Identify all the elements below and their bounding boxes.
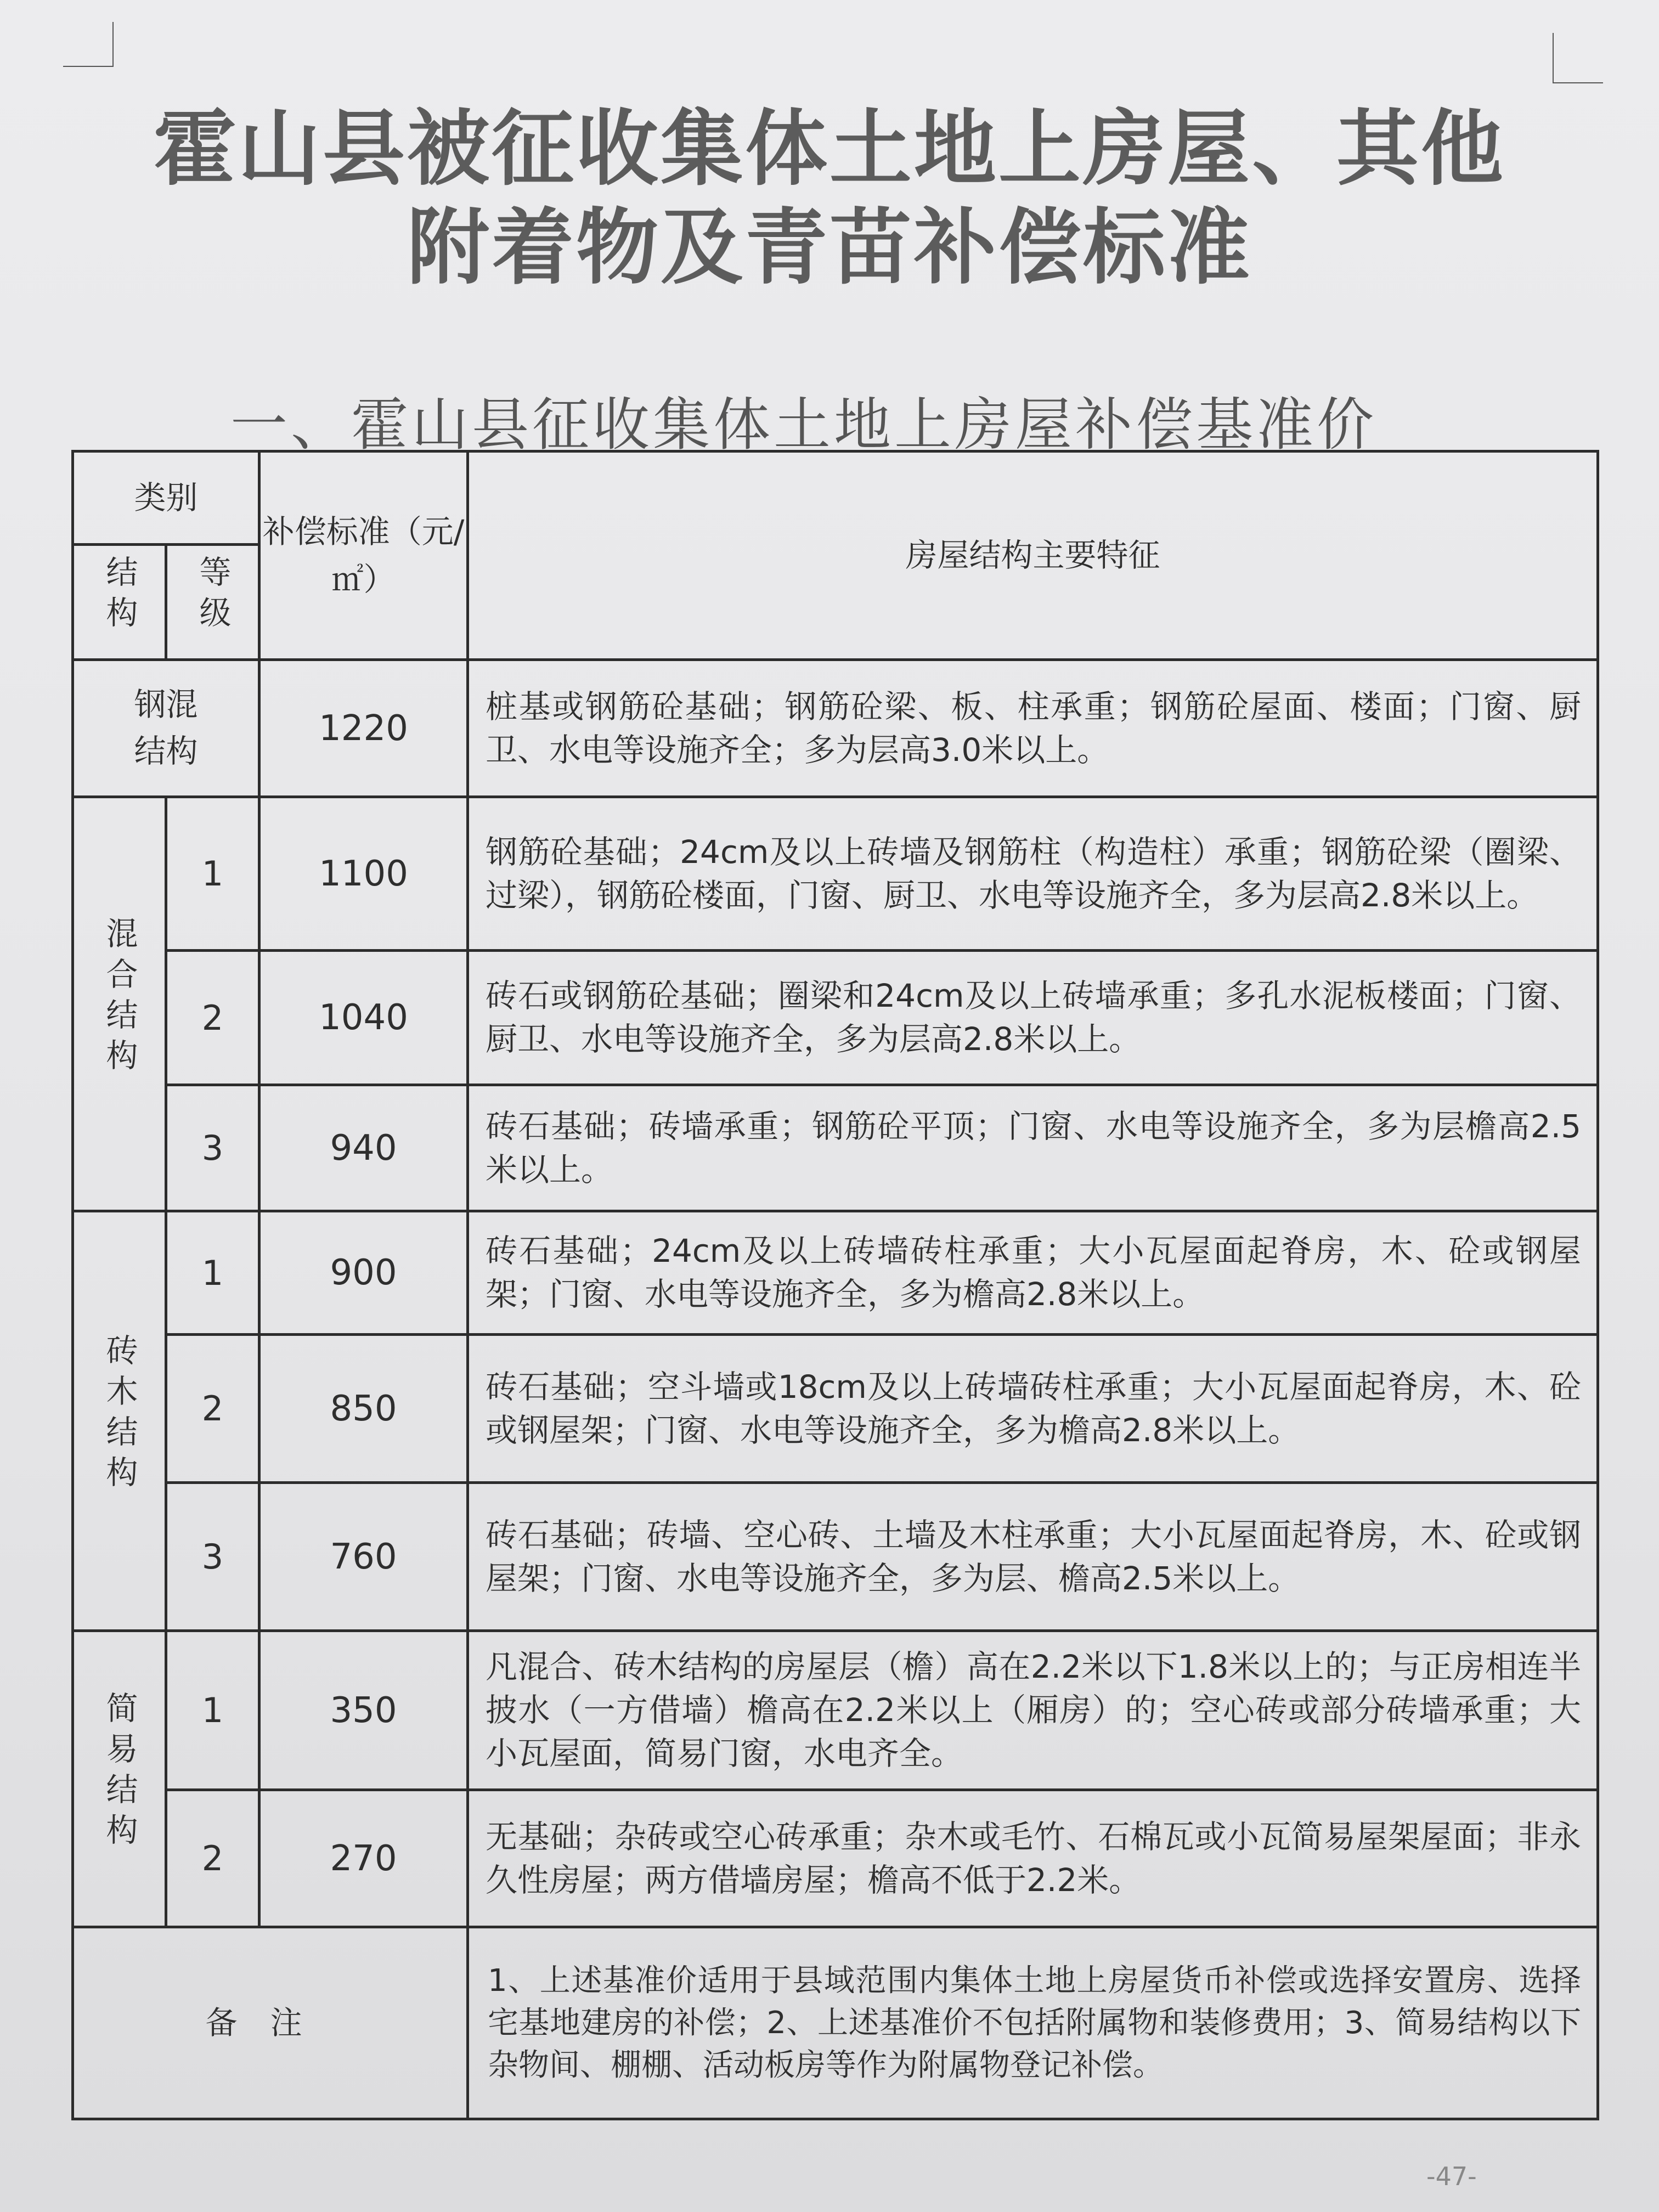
table-row <box>73 1631 1598 1790</box>
steel-concrete-label: 钢混结构 <box>73 660 259 797</box>
header-structure: 结构 <box>73 545 166 660</box>
grade-cell: 1 <box>166 1631 259 1790</box>
document-title-line-2: 附着物及青苗补偿标准 <box>407 199 1252 296</box>
page-number: -47- <box>1426 2162 1477 2191</box>
table-row <box>73 660 1598 797</box>
feature-cell: 钢筋砼基础；24cm及以上砖墙及钢筋柱（构造柱）承重；钢筋砼梁（圈梁、过梁），钢筋砼楼面，门窗、厨卫、水电等设施齐全，多为层高2.8米以上。 <box>468 797 1598 951</box>
grade-cell: 2 <box>166 1790 259 1927</box>
table-row <box>73 1085 1598 1211</box>
header-grade: 等级 <box>166 545 259 660</box>
grade-cell: 2 <box>166 951 259 1085</box>
feature-cell: 砖石基础；24cm及以上砖墙砖柱承重；大小瓦屋面起脊房，木、砼或钢屋架；门窗、水电等设施齐全，多为檐高2.8米以上。 <box>468 1211 1598 1335</box>
crop-mark-top-right <box>1553 33 1603 83</box>
compensation-table <box>71 450 1599 2120</box>
price-cell: 270 <box>259 1790 468 1927</box>
price-cell: 1100 <box>259 797 468 951</box>
brick-wood-structure-label: 砖木结构 <box>73 1211 166 1631</box>
price-cell: 760 <box>259 1483 468 1631</box>
feature-cell: 凡混合、砖木结构的房屋层（檐）高在2.2米以下1.8米以上的；与正房相连半披水（一方借墙）檐高在2.2米以上（厢房）的；空心砖或部分砖墙承重；大小瓦屋面，简易门窗，水电齐全。 <box>468 1631 1598 1790</box>
remarks-label: 备注 <box>73 1927 468 2119</box>
feature-cell: 桩基或钢筋砼基础；钢筋砼梁、板、柱承重；钢筋砼屋面、楼面；门窗、厨卫、水电等设施齐全；多为层高3.0米以上。 <box>468 660 1598 797</box>
grade-cell: 2 <box>166 1335 259 1483</box>
price-cell: 1220 <box>259 660 468 797</box>
header-price: 补偿标准（元/㎡） <box>259 452 468 660</box>
section-title: 一、霍山县征收集体土地上房屋补偿基准价 <box>230 391 1378 458</box>
remarks-text: 1、上述基准价适用于县域范围内集体土地上房屋货币补偿或选择安置房、选择宅基地建房的补偿；2、上述基准价不包括附属物和装修费用；3、简易结构以下杂物间、棚棚、活动板房等作为附属物登记补偿。 <box>468 1927 1598 2119</box>
remarks-row <box>73 1927 1598 2119</box>
table-row <box>73 1335 1598 1483</box>
grade-cell: 1 <box>166 797 259 951</box>
feature-cell: 砖石基础；砖墙、空心砖、土墙及木柱承重；大小瓦屋面起脊房，木、砼或钢屋架；门窗、水电等设施齐全，多为层、檐高2.5米以上。 <box>468 1483 1598 1631</box>
price-cell: 1040 <box>259 951 468 1085</box>
document-title-line-1: 霍山县被征收集体土地上房屋、其他 <box>153 100 1505 197</box>
header-category: 类别 <box>73 452 259 545</box>
header-features: 房屋结构主要特征 <box>468 452 1598 660</box>
price-cell: 350 <box>259 1631 468 1790</box>
table-row <box>73 797 1598 951</box>
feature-cell: 砖石基础；空斗墙或18cm及以上砖墙砖柱承重；大小瓦屋面起脊房，木、砼或钢屋架；门窗、水电等设施齐全，多为檐高2.8米以上。 <box>468 1335 1598 1483</box>
table-row <box>73 1211 1598 1335</box>
feature-cell: 无基础；杂砖或空心砖承重；杂木或毛竹、石棉瓦或小瓦简易屋架屋面；非永久性房屋；两方借墙房屋；檐高不低于2.2米。 <box>468 1790 1598 1927</box>
grade-cell: 3 <box>166 1085 259 1211</box>
grade-cell: 1 <box>166 1211 259 1335</box>
mixed-structure-label: 混合结构 <box>73 797 166 1211</box>
feature-cell: 砖石或钢筋砼基础；圈梁和24cm及以上砖墙承重；多孔水泥板楼面；门窗、厨卫、水电等设施齐全，多为层高2.8米以上。 <box>468 951 1598 1085</box>
table-row <box>73 951 1598 1085</box>
price-cell: 940 <box>259 1085 468 1211</box>
table-row <box>73 1483 1598 1631</box>
simple-structure-label: 简易结构 <box>73 1631 166 1927</box>
crop-mark-top-left <box>63 22 114 67</box>
price-cell: 850 <box>259 1335 468 1483</box>
table-row <box>73 1790 1598 1927</box>
feature-cell: 砖石基础；砖墙承重；钢筋砼平顶；门窗、水电等设施齐全，多为层檐高2.5米以上。 <box>468 1085 1598 1211</box>
grade-cell: 3 <box>166 1483 259 1631</box>
price-cell: 900 <box>259 1211 468 1335</box>
